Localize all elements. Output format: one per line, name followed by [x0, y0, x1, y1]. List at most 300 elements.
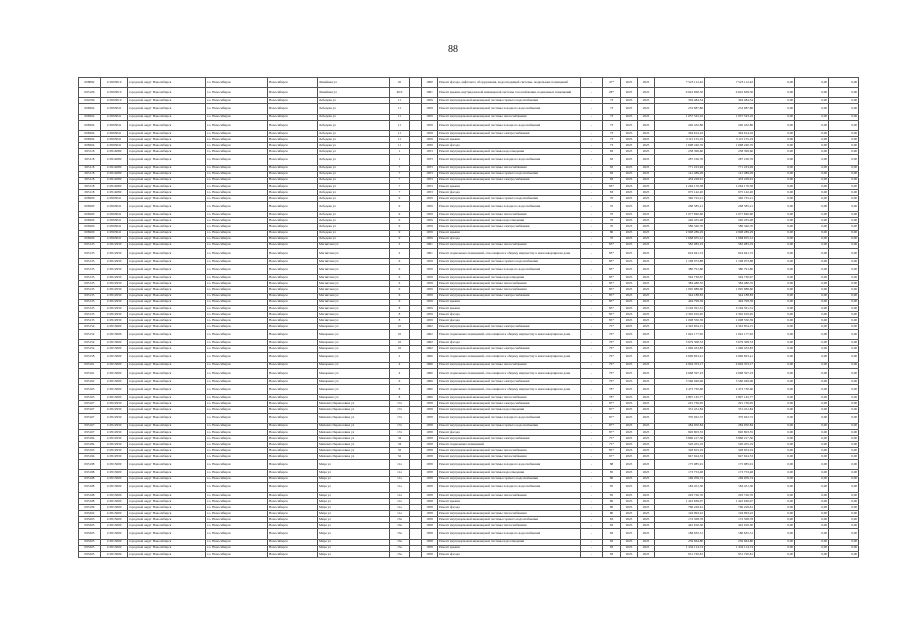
- table-cell: городской округ Новосибирск: [128, 505, 206, 511]
- table-cell: 1958: [422, 482, 438, 492]
- table-cell: 582 083,19: [705, 242, 755, 248]
- table-cell: 094796: [79, 98, 101, 104]
- table-cell: 766 229,61: [655, 505, 705, 511]
- table-cell: 1959: [422, 130, 438, 136]
- table-cell: 2025: [621, 230, 638, 236]
- table-cell: городской округ Новосибирск: [128, 378, 206, 384]
- table-cell: 2025: [638, 137, 655, 143]
- table-cell: 1958: [422, 476, 438, 482]
- table-cell: 0,00: [829, 305, 859, 311]
- table-cell: -: [581, 352, 603, 362]
- table-cell: 85*: [603, 311, 621, 317]
- table-cell: 110503010: [101, 98, 128, 104]
- table-cell: Лебедева ул: [318, 236, 390, 242]
- table-cell: 340 725,21: [655, 195, 705, 201]
- table-cell: Новосибирск: [268, 202, 318, 212]
- table-cell: 0,00: [755, 454, 795, 460]
- table-cell: 76*: [603, 330, 621, 340]
- table-cell: 110503041: [101, 120, 128, 130]
- table-cell: Новосибирск: [268, 293, 318, 299]
- table-cell: 0,00: [755, 104, 795, 114]
- table-cell: 2025: [621, 442, 638, 448]
- table-cell: 110515600: [101, 505, 128, 511]
- table-cell: 110515600: [101, 368, 128, 378]
- table-cell: -: [581, 137, 603, 143]
- table-cell: 87*: [603, 413, 621, 423]
- table-cell: 85: [603, 492, 621, 498]
- table-cell: Ремонт внутридомовой инженерной системы холодного водоснабжения: [438, 104, 581, 114]
- table-cell: Михаила Перевозчика ул: [318, 435, 390, 441]
- table-cell: г.о. Новосибирск: [206, 517, 268, 523]
- table-cell: Новосибирск: [268, 230, 318, 236]
- table-cell: 0,00: [829, 177, 859, 183]
- table-cell: 110503041: [101, 236, 128, 242]
- table-cell: 095118: [79, 177, 101, 183]
- table-cell: 0,00: [829, 346, 859, 352]
- table-cell: 80: [603, 498, 621, 504]
- table-cell: 6: [390, 265, 410, 275]
- table-cell: городской округ Новосибирск: [128, 236, 206, 242]
- table-cell: 85*: [603, 281, 621, 287]
- table-cell: 3 115 155,19: [705, 137, 755, 143]
- table-cell: 76*: [603, 378, 621, 384]
- table-cell: 240 435,48: [705, 218, 755, 224]
- table-cell: 175 985,91: [655, 460, 705, 470]
- table-cell: городской округ Новосибирск: [128, 460, 206, 470]
- table-cell: 110503041: [101, 137, 128, 143]
- table-cell: Ремонт внутридомовой инженерной системы электроснабжения: [438, 177, 581, 183]
- table-cell: 11а: [390, 511, 410, 517]
- table-cell: городской округ Новосибирск: [128, 324, 206, 330]
- table-cell: Ремонт крыши: [438, 545, 581, 551]
- table-cell: г.о. Новосибирск: [206, 551, 268, 557]
- table-cell: 2025: [638, 265, 655, 275]
- table-cell: городской округ Новосибирск: [128, 413, 206, 423]
- table-cell: 110512930: [101, 454, 128, 460]
- table-cell: 2025: [638, 195, 655, 201]
- table-cell: 2025: [638, 317, 655, 323]
- table-cell: 008200: [79, 236, 101, 242]
- table-cell: Новосибирск: [268, 287, 318, 293]
- table-cell: 494 799,59: [655, 299, 705, 305]
- table-cell: 1 264 176,58: [655, 183, 705, 189]
- table-cell: Новосибирск: [268, 385, 318, 395]
- table-cell: Ремонт крыши: [438, 299, 581, 305]
- table-cell: 2025: [638, 529, 655, 539]
- table-cell: городской округ Новосибирск: [128, 523, 206, 529]
- table-cell: 1959: [422, 305, 438, 311]
- table-cell: 095158: [79, 352, 101, 362]
- table-cell: 0,00: [795, 346, 829, 352]
- table-cell: 095203: [79, 517, 101, 523]
- capital-repair-table: [78, 77, 859, 558]
- table-cell: 258 399,60: [655, 149, 705, 155]
- table-cell: 1 077 840,60: [705, 212, 755, 218]
- table-cell: 0,00: [755, 114, 795, 120]
- table-cell: 268 585,21: [705, 202, 755, 212]
- table-cell: 0,00: [795, 120, 829, 130]
- table-cell: 3 679 308,53: [655, 340, 705, 346]
- table-cell: г.о. Новосибирск: [206, 189, 268, 195]
- table-cell: 0,00: [755, 435, 795, 441]
- table-cell: Магнитная ул: [318, 281, 390, 287]
- table-cell: 0,00: [829, 368, 859, 378]
- table-cell: 85*: [603, 259, 621, 265]
- table-cell: 095118: [79, 183, 101, 189]
- table-cell: 1: [390, 155, 410, 165]
- table-cell: 2 473 730,60: [705, 385, 755, 395]
- table-cell: 095133: [79, 248, 101, 258]
- table-cell: 9: [390, 212, 410, 218]
- table-cell: 095135: [79, 275, 101, 281]
- table-cell: 0,00: [829, 362, 859, 368]
- table-cell: 1958: [422, 423, 438, 429]
- table-cell: 9: [390, 236, 410, 242]
- table-cell: 095202: [79, 511, 101, 517]
- table-cell: -: [581, 165, 603, 171]
- table-row: [79, 120, 859, 130]
- table-cell: городской округ Новосибирск: [128, 202, 206, 212]
- table-row: [79, 551, 859, 557]
- table-cell: Мира ул: [318, 539, 390, 545]
- table-cell: Ремонт фасада, лифтового оборудования, водоотводящей системы, подвальных помещений: [438, 78, 581, 88]
- table-cell: 2025: [638, 311, 655, 317]
- table-cell: 2025: [621, 498, 638, 504]
- table-cell: 0,00: [829, 195, 859, 201]
- table-cell: 2025: [638, 340, 655, 346]
- table-cell: 186 635,51: [655, 529, 705, 539]
- table-cell: 83: [603, 171, 621, 177]
- table-cell: 1966: [422, 352, 438, 362]
- table-cell: 1 008 550,59: [705, 317, 755, 323]
- table-cell: 240 435,48: [655, 218, 705, 224]
- table-cell: 095198: [79, 460, 101, 470]
- table-cell: Новосибирск: [268, 259, 318, 265]
- table-cell: городской округ Новосибирск: [128, 362, 206, 368]
- table-cell: 2025: [621, 317, 638, 323]
- table-cell: 4: [390, 368, 410, 378]
- table-cell: городской округ Новосибирск: [128, 143, 206, 149]
- table-cell: 110512930: [101, 242, 128, 248]
- table-cell: 095118: [79, 165, 101, 171]
- table-cell: 2025: [621, 149, 638, 155]
- table-cell: 1953: [422, 155, 438, 165]
- table-cell: 1 057 543,16: [655, 114, 705, 120]
- table-cell: 2025: [638, 218, 655, 224]
- table-cell: 9: [390, 230, 410, 236]
- table-cell: 40/2: [390, 88, 410, 98]
- table-cell: 75*: [603, 442, 621, 448]
- table-cell: городской округ Новосибирск: [128, 551, 206, 557]
- table-cell: -: [581, 149, 603, 155]
- table-cell: 110514080: [101, 155, 128, 165]
- table-cell: 008200: [79, 218, 101, 224]
- table-cell: 0,00: [795, 183, 829, 189]
- table-cell: Ремонт внутридомовой инженерной системы электроснабжения: [438, 130, 581, 136]
- table-cell: 095198: [79, 476, 101, 482]
- table-cell: 17а: [390, 407, 410, 413]
- table-cell: 2025: [638, 492, 655, 498]
- table-cell: Ремонт внутридомовой инженерной системы холодного водоснабжения: [438, 460, 581, 470]
- table-cell: 110512930: [101, 413, 128, 423]
- table-cell: 11: [390, 98, 410, 104]
- table-cell: 0,00: [795, 78, 829, 88]
- table-cell: 095167: [79, 429, 101, 435]
- table-cell: 0,00: [755, 385, 795, 395]
- table-cell: 1 096 433,83: [705, 346, 755, 352]
- table-cell: 2 302 910,95: [705, 311, 755, 317]
- table-cell: 370 022,72: [705, 413, 755, 423]
- table-cell: 83*: [603, 242, 621, 248]
- table-cell: 75*: [603, 435, 621, 441]
- table-cell: Магнитная ул: [318, 259, 390, 265]
- table-cell: 2025: [621, 88, 638, 98]
- table-cell: 11: [390, 143, 410, 149]
- table-cell: Лебедева ул: [318, 183, 390, 189]
- table-cell: 73: [603, 98, 621, 104]
- table-cell: 10: [390, 346, 410, 352]
- table-cell: 394 614,16: [705, 130, 755, 136]
- table-cell: 0,00: [829, 523, 859, 529]
- table-cell: 0,00: [755, 529, 795, 539]
- table-cell: 008200: [79, 195, 101, 201]
- table-cell: городской округ Новосибирск: [128, 248, 206, 258]
- table-cell: г.о. Новосибирск: [206, 305, 268, 311]
- table-cell: 0,00: [795, 442, 829, 448]
- table-cell: 0,00: [755, 165, 795, 171]
- table-cell: 110515600: [101, 378, 128, 384]
- table-cell: 0,00: [829, 407, 859, 413]
- table-cell: Ремонт фасада: [438, 236, 581, 242]
- table-cell: 2025: [621, 454, 638, 460]
- table-cell: Новосибирск: [268, 498, 318, 504]
- table-cell: Ремонт крыши, внутридомовой инженерной системы газоснабжения, подвальных помещений: [438, 88, 581, 98]
- table-cell: городской округ Новосибирск: [128, 183, 206, 189]
- table-cell: Новосибирск: [268, 330, 318, 340]
- table-cell: городской округ Новосибирск: [128, 98, 206, 104]
- table-cell: 0,00: [829, 448, 859, 454]
- table-cell: 1959: [422, 137, 438, 143]
- table-cell: Новосибирск: [268, 454, 318, 460]
- table-cell: 2025: [638, 143, 655, 149]
- table-cell: 3 566 049,06: [705, 378, 755, 384]
- table-cell: -: [581, 212, 603, 218]
- table-cell: г.о. Новосибирск: [206, 429, 268, 435]
- table-cell: г.о. Новосибирск: [206, 183, 268, 189]
- table-cell: 0,00: [755, 482, 795, 492]
- table-cell: 0,00: [795, 340, 829, 346]
- table-cell: 0,00: [795, 413, 829, 423]
- table-cell: Лебедева ул: [318, 104, 390, 114]
- table-cell: 284 950,84: [705, 423, 755, 429]
- table-cell: 83: [603, 165, 621, 171]
- table-cell: Ремонт внутридомовой инженерной системы теплоснабжения: [438, 165, 581, 171]
- table-cell: Новосибирск: [268, 177, 318, 183]
- table-cell: 0,00: [795, 476, 829, 482]
- table-cell: 0,00: [755, 287, 795, 293]
- table-cell: 2025: [638, 346, 655, 352]
- table-cell: 0,00: [829, 413, 859, 423]
- table-cell: -: [581, 259, 603, 265]
- table-cell: 0,00: [755, 317, 795, 323]
- table-cell: 2025: [621, 137, 638, 143]
- table-cell: Лебедева ул: [318, 171, 390, 177]
- table-cell: 13а: [390, 523, 410, 529]
- table-cell: 328 653,19: [705, 448, 755, 454]
- table-cell: 172 508,78: [655, 517, 705, 523]
- table-cell: 110512930: [101, 423, 128, 429]
- table-cell: 1 422 636,97: [705, 498, 755, 504]
- table-cell: Ремонт фасада: [438, 143, 581, 149]
- table-cell: 83: [603, 155, 621, 165]
- table-cell: 380 791,80: [705, 265, 755, 275]
- table-row: [79, 413, 859, 423]
- table-cell: Ремонт внутридомовой инженерной системы теплоснабжения: [438, 454, 581, 460]
- table-cell: 2 897 145,77: [655, 395, 705, 401]
- table-cell: Ремонт внутридомовой инженерной системы теплоснабжения: [438, 523, 581, 529]
- table-cell: Ремонт фасада: [438, 189, 581, 195]
- table-cell: 2025: [638, 287, 655, 293]
- table-cell: -: [581, 236, 603, 242]
- table-cell: 0,00: [795, 230, 829, 236]
- table-cell: Макаренко ул: [318, 324, 390, 330]
- table-cell: -: [581, 281, 603, 287]
- table-cell: Магнитная ул: [318, 317, 390, 323]
- table-cell: -: [581, 378, 603, 384]
- table-cell: 594 736,67: [655, 275, 705, 281]
- table-cell: 2025: [638, 423, 655, 429]
- table-cell: 2025: [621, 523, 638, 529]
- table-cell: городской округ Новосибирск: [128, 189, 206, 195]
- table-cell: 2025: [638, 482, 655, 492]
- table-cell: 975 142,20: [705, 189, 755, 195]
- table-cell: 1 068 655,12: [655, 236, 705, 242]
- table-cell: 0,00: [795, 470, 829, 476]
- table-cell: 110512930: [101, 275, 128, 281]
- table-cell: 095194: [79, 454, 101, 460]
- table-cell: Новосибирск: [268, 317, 318, 323]
- table-cell: 2 473 730,60: [655, 385, 705, 395]
- table-cell: 1953: [422, 165, 438, 171]
- table-cell: 095165: [79, 395, 101, 401]
- table-cell: 1958: [422, 429, 438, 435]
- table-cell: -: [581, 171, 603, 177]
- table-cell: -: [581, 523, 603, 529]
- table-cell: г.о. Новосибирск: [206, 265, 268, 275]
- table-cell: городской округ Новосибирск: [128, 435, 206, 441]
- table-cell: Новосибирск: [268, 171, 318, 177]
- table-cell: -: [581, 265, 603, 275]
- table-cell: 110515600: [101, 460, 128, 470]
- table-cell: Новосибирск: [268, 545, 318, 551]
- table-cell: 2025: [638, 114, 655, 120]
- table-cell: 0,00: [795, 460, 829, 470]
- table-cell: Линейная ул: [318, 78, 390, 88]
- table-cell: 0,00: [755, 423, 795, 429]
- table-cell: 0,00: [755, 293, 795, 299]
- table-cell: городской округ Новосибирск: [128, 165, 206, 171]
- table-cell: 624 941,72: [705, 248, 755, 258]
- table-cell: [410, 551, 422, 557]
- table-cell: 83: [603, 189, 621, 195]
- table-cell: 0,00: [829, 545, 859, 551]
- table-cell: городской округ Новосибирск: [128, 311, 206, 317]
- table-cell: 0,00: [829, 155, 859, 165]
- table-cell: 0,00: [795, 539, 829, 545]
- table-cell: [410, 529, 422, 539]
- table-cell: 110512930: [101, 281, 128, 287]
- table-cell: -: [581, 104, 603, 114]
- table-cell: Новосибирск: [268, 395, 318, 401]
- table-cell: 2025: [638, 476, 655, 482]
- table-cell: 13а: [390, 517, 410, 523]
- table-cell: г.о. Новосибирск: [206, 293, 268, 299]
- table-cell: 2025: [638, 407, 655, 413]
- table-cell: 0,00: [829, 340, 859, 346]
- table-cell: 45: [390, 78, 410, 88]
- table-cell: 2025: [638, 130, 655, 136]
- table-cell: Лебедева ул: [318, 218, 390, 224]
- table-cell: 169 059,74: [655, 476, 705, 482]
- table-cell: 0,00: [755, 183, 795, 189]
- table-cell: 0,00: [829, 130, 859, 136]
- table-cell: 095118: [79, 155, 101, 165]
- table-cell: 78*: [603, 385, 621, 395]
- table-cell: 2025: [621, 248, 638, 258]
- table-cell: Новосибирск: [268, 305, 318, 311]
- table-cell: 1 077 840,60: [655, 212, 705, 218]
- table-cell: -: [581, 330, 603, 340]
- table-cell: -: [581, 492, 603, 498]
- table-cell: [410, 385, 422, 395]
- table-cell: -: [581, 442, 603, 448]
- table-cell: 2025: [621, 352, 638, 362]
- table-cell: 095199: [79, 505, 101, 511]
- table-cell: Новосибирск: [268, 401, 318, 407]
- table-cell: 2025: [638, 442, 655, 448]
- table-cell: 0,00: [755, 177, 795, 183]
- table-cell: 095154: [79, 330, 101, 340]
- table-cell: 0,00: [795, 317, 829, 323]
- table-cell: 2025: [638, 429, 655, 435]
- table-cell: 0,00: [755, 130, 795, 136]
- table-cell: 2025: [638, 98, 655, 104]
- table-cell: 2025: [621, 429, 638, 435]
- table-cell: Новосибирск: [268, 275, 318, 281]
- table-cell: 0,00: [795, 305, 829, 311]
- table-cell: Новосибирск: [268, 130, 318, 136]
- table-cell: 0,00: [755, 324, 795, 330]
- table-cell: г.о. Новосибирск: [206, 311, 268, 317]
- table-cell: г.о. Новосибирск: [206, 202, 268, 212]
- table-cell: 1958: [422, 539, 438, 545]
- table-cell: -: [581, 551, 603, 557]
- table-cell: г.о. Новосибирск: [206, 523, 268, 529]
- table-cell: г.о. Новосибирск: [206, 505, 268, 511]
- table-cell: Ремонт подвальных помещений, относящихся к общему имуществу в многоквартирном доме: [438, 248, 581, 258]
- table-cell: 4: [390, 362, 410, 368]
- table-cell: Ремонт внутридомовой инженерной системы теплоснабжения: [438, 448, 581, 454]
- table-cell: Макаренко ул: [318, 385, 390, 395]
- table-cell: г.о. Новосибирск: [206, 539, 268, 545]
- table-cell: 095163: [79, 385, 101, 395]
- table-cell: 095154: [79, 324, 101, 330]
- table-cell: 095135: [79, 265, 101, 275]
- table-cell: 1962: [422, 330, 438, 340]
- table-cell: 9: [390, 195, 410, 201]
- table-cell: городской округ Новосибирск: [128, 218, 206, 224]
- table-cell: г.о. Новосибирск: [206, 378, 268, 384]
